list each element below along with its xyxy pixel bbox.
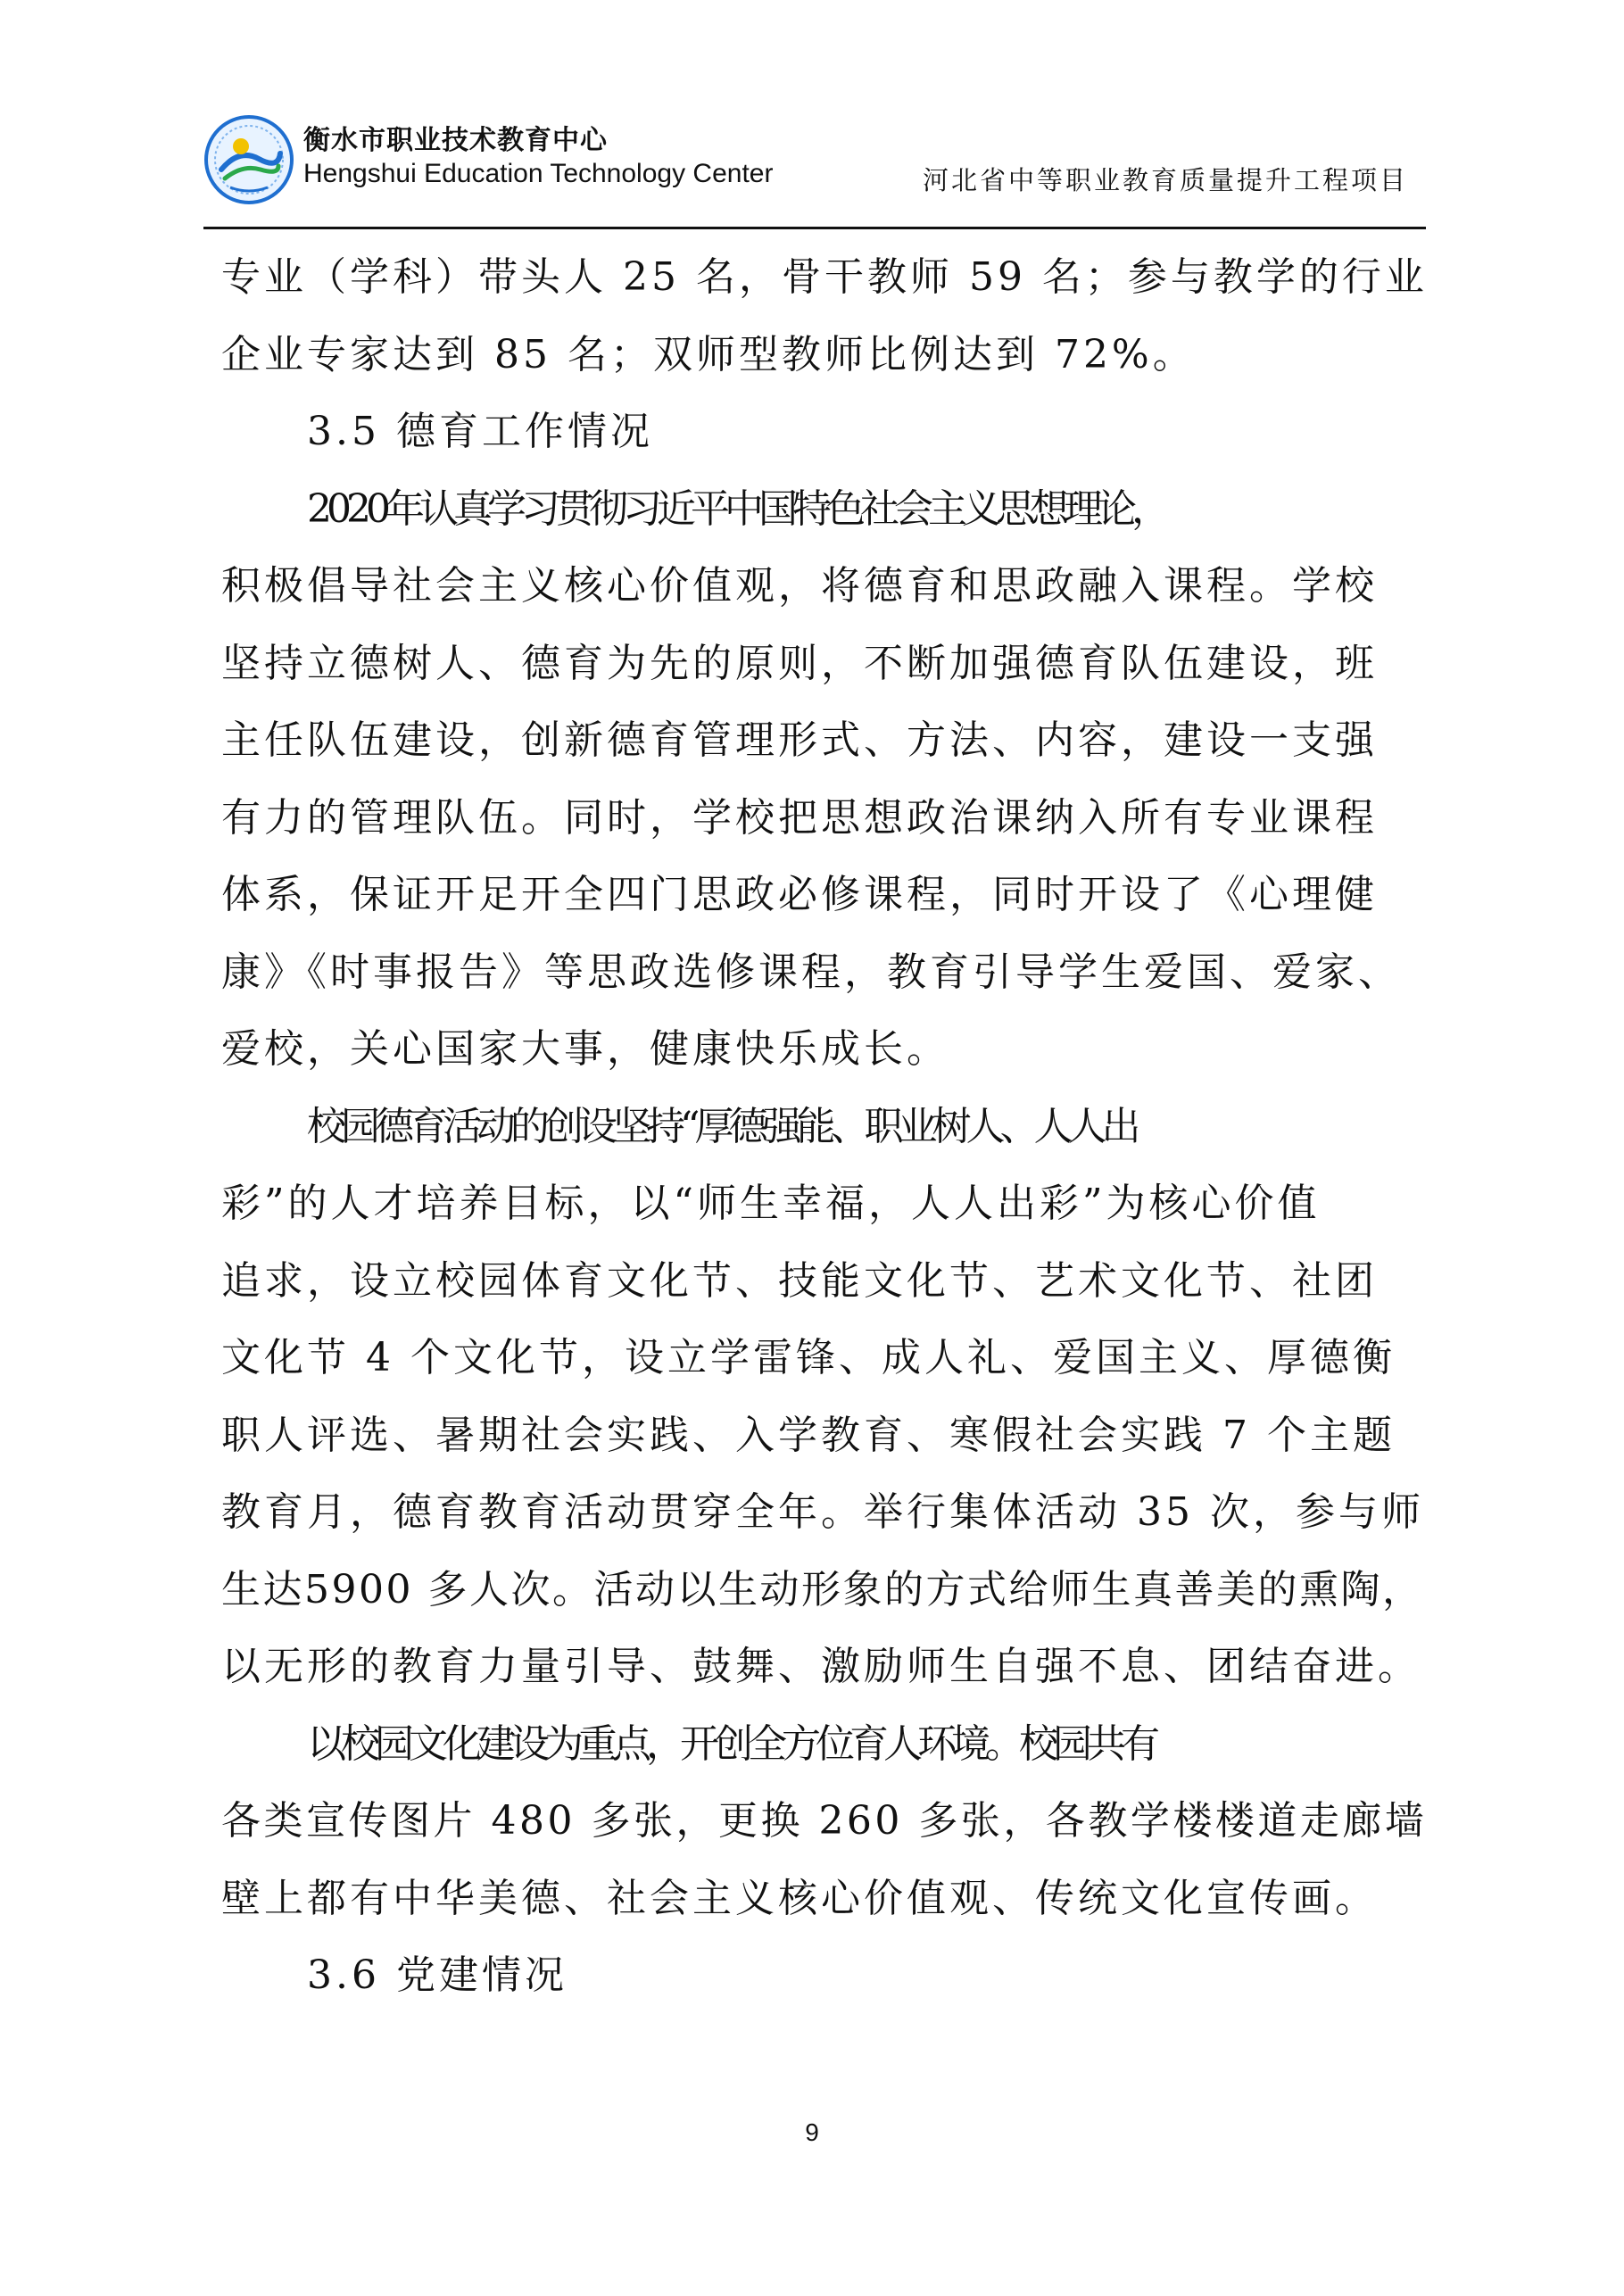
- text-line: 各类宣传图片 480 多张，更换 260 多张，各教学楼楼道走廊墙: [221, 1798, 1428, 1844]
- page-header: [203, 107, 1426, 227]
- text-line: 企业专家达到 85 名；双师型教师比例达到 72%。: [221, 331, 1196, 377]
- school-logo-icon: [203, 114, 294, 205]
- section-heading: 3.5 德育工作情况: [307, 409, 653, 454]
- paragraph-teacher-stats: [221, 239, 1431, 394]
- page-number: 9: [805, 2118, 819, 2146]
- paragraph-moral-education: [221, 471, 1431, 1089]
- text-line: 彩”的人才培养目标，以“师生幸福，人人出彩”为核心价值: [221, 1181, 1321, 1226]
- section-heading-3-6: [221, 1937, 1431, 2015]
- text-line: 生达5900 多人次。活动以生动形象的方式给师生真善美的熏陶，: [221, 1566, 1424, 1612]
- text-line: 文化节 4 个文化节，设立学雷锋、成人礼、爱国主义、厚德衡: [221, 1335, 1396, 1380]
- text-line: 积极倡导社会主义核心价值观，将德育和思政融入课程。学校: [221, 563, 1378, 609]
- text-line: 主任队伍建设，创新德育管理形式、方法、内容，建设一支强: [221, 717, 1378, 763]
- text-line: 以校园文化建设为重点，开创全方位育人环境。校园共有: [307, 1720, 1155, 1767]
- text-line: 康》《时事报告》等思政选修课程，教育引导学生爱国、爱家、: [221, 949, 1401, 995]
- project-title: 河北省中等职业教育质量提升工程项目: [922, 165, 1408, 195]
- text-line: 2020年认真学习贯彻习近平中国特色社会主义思想理论，: [307, 485, 1165, 532]
- section-heading: 3.6 党建情况: [307, 1952, 568, 1998]
- text-line: 体系，保证开足开全四门思政必修课程，同时开设了《心理健: [221, 872, 1378, 917]
- header-divider: [203, 227, 1426, 229]
- text-line: 教育月，德育教育活动贯穿全年。举行集体活动 35 次，参与师: [221, 1489, 1424, 1535]
- text-line: 以无形的教育力量引导、鼓舞、激励师生自强不息、团结奋进。: [221, 1644, 1421, 1689]
- text-line: 职人评选、暑期社会实践、入学教育、寒假社会实践 7 个主题: [221, 1412, 1396, 1458]
- text-line: 有力的管理队伍。同时，学校把思想政治课纳入所有专业课程: [221, 794, 1378, 841]
- text-line: 追求，设立校园体育文化节、技能文化节、艺术文化节、社团: [221, 1257, 1378, 1304]
- organization-name-en: Hengshui Education Technology Center: [303, 159, 774, 188]
- text-line: 校园德育活动的创设坚持“厚德强能、职业树人、人人出: [307, 1103, 1136, 1149]
- paragraph-campus-activities: [221, 1089, 1431, 1706]
- document-body: [221, 239, 1431, 2015]
- organization-name-cn: 衡水市职业技术教育中心: [303, 125, 608, 156]
- paragraph-campus-culture: [221, 1706, 1431, 1938]
- section-heading-3-5: [221, 394, 1431, 471]
- text-line: 坚持立德树人、德育为先的原则，不断加强德育队伍建设，班: [221, 640, 1378, 686]
- text-line: 爱校，关心国家大事，健康快乐成长。: [221, 1026, 949, 1072]
- text-line: 专业（学科）带头人 25 名，骨干教师 59 名；参与教学的行业: [221, 254, 1428, 300]
- text-line: 壁上都有中华美德、社会主义核心价值观、传统文化宣传画。: [221, 1875, 1378, 1921]
